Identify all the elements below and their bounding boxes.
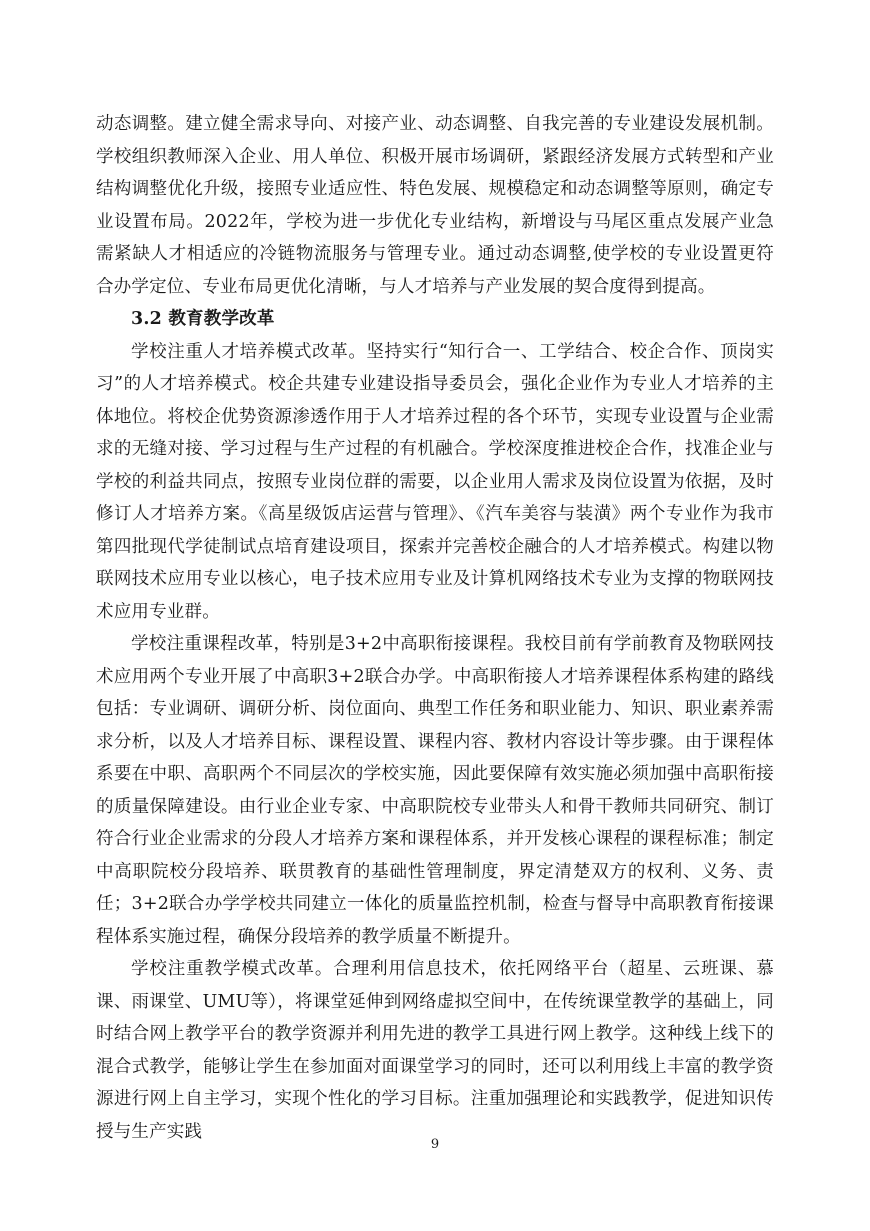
paragraph-continued: 动态调整。建立健全需求导向、对接产业、动态调整、自我完善的专业建设发展机制。学校组织教师深入企业、用人单位、积极开展市场调研，紧跟经济发展方式转型和产业结构调整优化升级，接照专业适应性、特色发展、规模稳定和动态调整等原则，确定专业设置布局。2022年，学校为进一步优化专业结构，新增设与马尾区重点发展产业急需紧缺人才相适应的冷链物流服务与管理专业。通过动态调整,使学校的专业设置更符合办学定位、专业布局更优化清晰，与人才培养与产业发展的契合度得到提高。 (96, 114, 774, 297)
section-heading-3-2: 3.2 教育教学改革 (131, 309, 275, 329)
paragraph-curriculum-reform: 学校注重课程改革，特别是3+2中高职衔接课程。我校目前有学前教育及物联网技术应用两个专业开展了中高职3+2联合办学。中高职衔接人才培养课程体系构建的路线包括：专业调研、调研分析、岗位面向、典型工作任务和职业能力、知识、职业素养需求分析，以及人才培养目标、课程设置、课程内容、教材内容设计等步骤。由于课程体系要在中职、高职两个不同层次的学校实施，因此要保障有效实施必须加强中高职衔接的质量保障建设。由行业企业专家、中高职院校专业带头人和骨干教师共同研究、制订符合行业企业需求的分段人才培养方案和课程体系，并开发核心课程的课程标准；制定中高职院校分段培养、联贯教育的基础性管理制度，界定清楚双方的权利、义务、责任；3+2联合办学学校共同建立一体化的质量监控机制，检查与督导中高职教育衔接课程体系实施过程，确保分段培养的教学质量不断提升。 (96, 634, 774, 947)
page-number: 9 (430, 1137, 440, 1152)
document-body (96, 108, 774, 1148)
paragraph-teaching-model-reform: 学校注重教学模式改革。合理利用信息技术，依托网络平台（超星、云班课、慕课、雨课堂、UMU等），将课堂延伸到网络虚拟空间中，在传统课堂教学的基础上，同时结合网上教学平台的教学资源并利用先进的教学工具进行网上教学。这种线上线下的混合式教学，能够让学生在参加面对面课堂学习的同时，还可以利用线上丰富的教学资源进行网上自主学习，实现个性化的学习目标。注重加强理论和实践教学，促进知识传授与生产实践 (96, 959, 774, 1142)
paragraph-talent-training-reform: 学校注重人才培养模式改革。坚持实行“知行合一、工学结合、校企合作、顶岗实习”的人才培养模式。校企共建专业建设指导委员会，强化企业作为专业人才培养的主体地位。将校企优势资源渗透作用于人才培养过程的各个环节，实现专业设置与企业需求的无缝对接、学习过程与生产过程的有机融合。学校深度推进校企合作，找准企业与学校的利益共同点，按照专业岗位群的需要，以企业用人需求及岗位设置为依据，及时修订人才培养方案。《高星级饭店运营与管理》、《汽车美容与装潢》两个专业作为我市第四批现代学徒制试点培育建设项目，探索并完善校企融合的人才培养模式。构建以物联网技术应用专业以核心，电子技术应用专业及计算机网络技术专业为支撑的物联网技术应用专业群。 (96, 341, 774, 622)
